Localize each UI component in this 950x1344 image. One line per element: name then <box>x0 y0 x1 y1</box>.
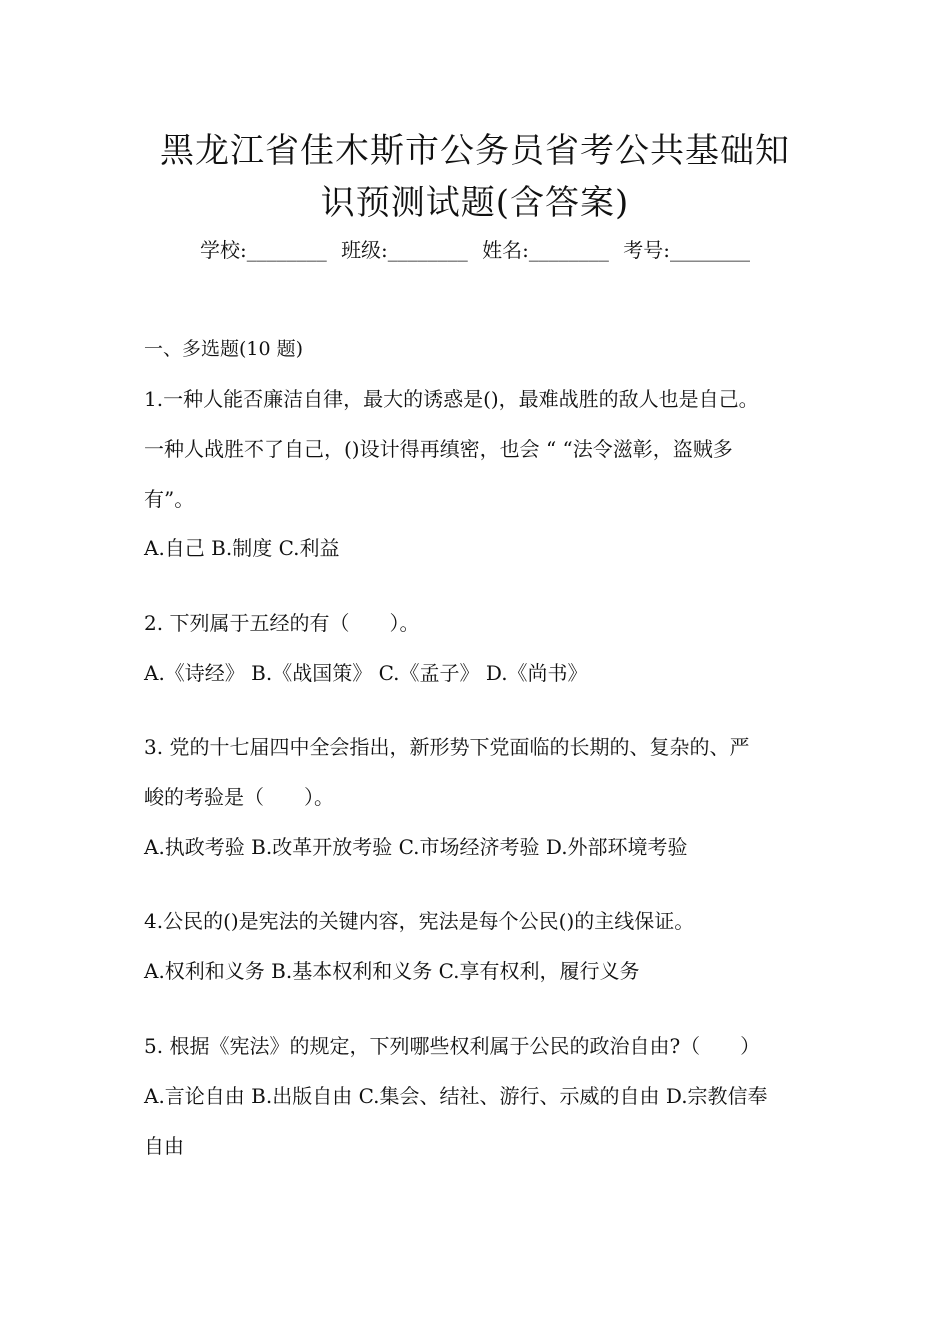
section-heading: 一、多选题(10 题) <box>144 338 304 360</box>
question-4-options: A.权利和义务 B.基本权利和义务 C.享有权利，履行义务 <box>144 959 640 983</box>
question-1-stem-line-1: 1.一种人能否廉洁自律，最大的诱惑是()，最难战胜的敌人也是自己。 <box>144 387 759 411</box>
name-field: 姓名:________ <box>482 238 609 262</box>
exam-number-field: 考号:________ <box>623 238 751 262</box>
school-field: 学校:________ <box>199 238 327 262</box>
question-1-stem-line-2: 一种人战胜不了自己，()设计得再缜密，也会 “ “法令滋彰，盗贼多 <box>144 437 733 461</box>
question-5-stem: 5. 根据《宪法》的规定，下列哪些权利属于公民的政治自由?（ ） <box>144 1034 761 1058</box>
question-4-stem: 4.公民的()是宪法的关键内容，宪法是每个公民()的主线保证。 <box>144 909 695 933</box>
question-3-options: A.执政考验 B.改革开放考验 C.市场经济考验 D.外部环境考验 <box>144 835 688 859</box>
question-3-stem-line-2: 峻的考验是（ ）。 <box>144 785 334 809</box>
question-2-stem: 2. 下列属于五经的有（ ）。 <box>144 611 420 635</box>
document-title-line-2: 识预测试题(含答案) <box>320 183 630 223</box>
class-field: 班级:________ <box>341 238 468 262</box>
question-1-stem-line-3: 有”。 <box>144 487 195 511</box>
question-5-options-line-2: 自由 <box>144 1134 184 1158</box>
question-2-options: A.《诗经》 B.《战国策》 C.《孟子》 D.《尚书》 <box>144 661 588 685</box>
student-info-row <box>140 235 810 265</box>
question-3-stem-line-1: 3. 党的十七届四中全会指出，新形势下党面临的长期的、复杂的、严 <box>144 735 750 759</box>
document-title-line-1: 黑龙江省佳木斯市公务员省考公共基础知 <box>160 131 790 171</box>
question-1-options: A.自己 B.制度 C.利益 <box>144 536 340 560</box>
question-5-options-line-1: A.言论自由 B.出版自由 C.集会、结社、游行、示威的自由 D.宗教信奉 <box>144 1084 768 1108</box>
